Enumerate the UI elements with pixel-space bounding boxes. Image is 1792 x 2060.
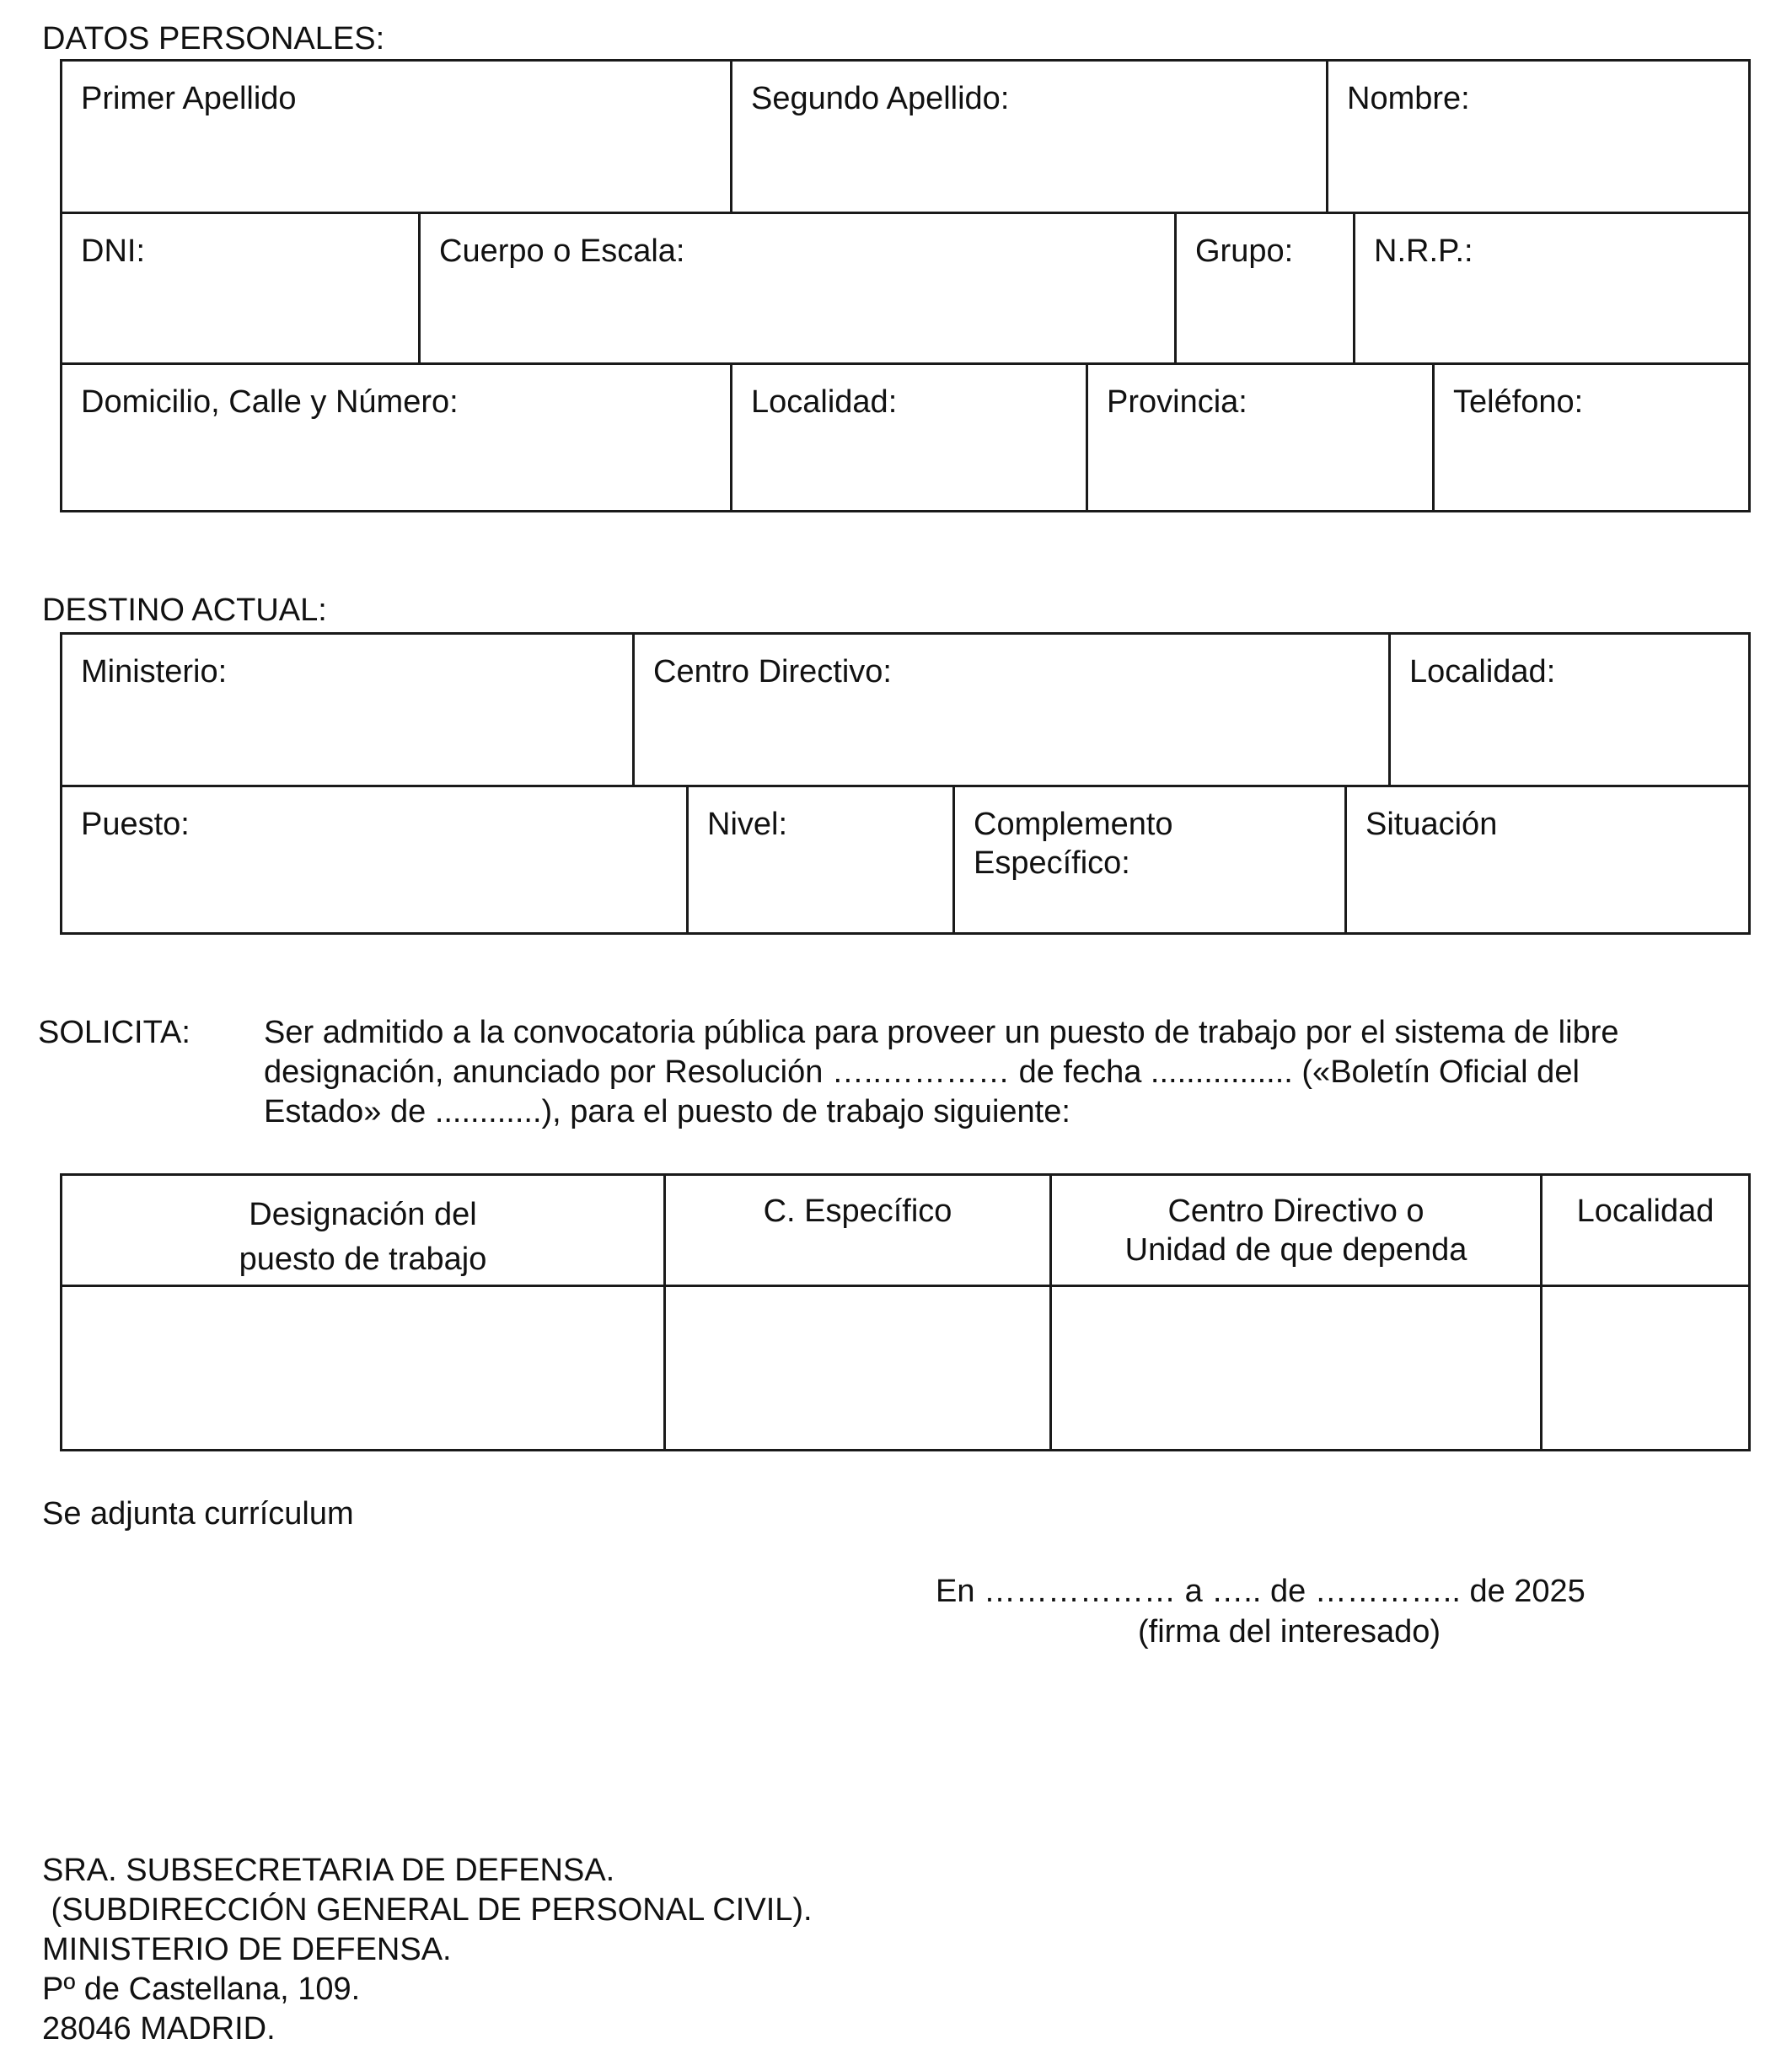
field-nrp[interactable] xyxy=(1353,214,1748,362)
field-primer-apellido[interactable] xyxy=(62,62,730,212)
destinatario-address xyxy=(42,1851,813,2049)
solicita-label: SOLICITA: xyxy=(38,1015,190,1050)
field-situacion[interactable] xyxy=(1344,787,1748,932)
column-header-centro-directivo: Centro Directivo o Unidad de que dependa xyxy=(1049,1176,1540,1285)
field-label: Puesto: xyxy=(81,807,190,842)
column-header-c-especifico: C. Específico xyxy=(663,1176,1049,1285)
field-grupo[interactable] xyxy=(1174,214,1353,362)
field-domicilio[interactable] xyxy=(62,365,730,510)
field-label: Localidad: xyxy=(1409,654,1556,689)
cell-c-especifico[interactable] xyxy=(663,1287,1049,1449)
table-header-row xyxy=(62,1176,1748,1285)
lugar-fecha[interactable]: En ……………… a ….. de ………….. de 2025 xyxy=(936,1574,1585,1609)
field-localidad[interactable] xyxy=(730,365,1086,510)
column-header-designacion: Designación del puesto de trabajo xyxy=(239,1197,487,1277)
address-line: 28046 MADRID. xyxy=(42,2011,276,2047)
field-label: Localidad: xyxy=(751,384,898,420)
field-nombre[interactable] xyxy=(1326,62,1748,212)
solicita-line: Ser admitido a la convocatoria pública para proveer un puesto de trabajo por el sistema de libre xyxy=(264,1015,1619,1050)
field-label: Cuerpo o Escala: xyxy=(439,233,685,269)
field-label: Específico: xyxy=(974,845,1130,881)
field-label: Teléfono: xyxy=(1453,384,1584,420)
puesto-solicitado-table xyxy=(60,1173,1751,1451)
cell-designacion[interactable] xyxy=(62,1287,663,1449)
field-label: Nivel: xyxy=(707,807,788,842)
address-line: (SUBDIRECCIÓN GENERAL DE PERSONAL CIVIL). xyxy=(42,1892,813,1928)
field-ministerio[interactable] xyxy=(62,635,632,785)
datos-row-3 xyxy=(62,362,1748,510)
field-cuerpo-escala[interactable] xyxy=(418,214,1174,362)
field-label: Domicilio, Calle y Número: xyxy=(81,384,459,420)
solicita-line: designación, anunciado por Resolución …..………… de fecha ................ («Boletín Oficial del xyxy=(264,1054,1580,1090)
field-label: Situación xyxy=(1365,807,1498,842)
solicita-line: Estado» de ............), para el puesto de trabajo siguiente: xyxy=(264,1094,1070,1129)
field-nivel[interactable] xyxy=(686,787,952,932)
destino-actual-title: DESTINO ACTUAL: xyxy=(42,593,327,628)
address-line: SRA. SUBSECRETARIA DE DEFENSA. xyxy=(42,1853,615,1888)
destino-actual-table xyxy=(60,632,1751,935)
field-centro-directivo[interactable] xyxy=(632,635,1388,785)
field-localidad-destino[interactable] xyxy=(1388,635,1748,785)
table-row xyxy=(62,1285,1748,1449)
destino-row-1 xyxy=(62,635,1748,785)
field-telefono[interactable] xyxy=(1432,365,1748,510)
field-complemento-especifico[interactable] xyxy=(952,787,1344,932)
field-label: Grupo: xyxy=(1195,233,1294,269)
destino-row-2 xyxy=(62,785,1748,932)
field-puesto[interactable] xyxy=(62,787,686,932)
field-provincia[interactable] xyxy=(1086,365,1432,510)
field-label: DNI: xyxy=(81,233,145,269)
field-label: Ministerio: xyxy=(81,654,228,689)
field-label: Nombre: xyxy=(1347,81,1470,116)
firma-label: (firma del interesado) xyxy=(1138,1614,1441,1650)
column-header-localidad: Localidad xyxy=(1540,1176,1748,1285)
datos-row-1 xyxy=(62,62,1748,212)
cell-localidad[interactable] xyxy=(1540,1287,1748,1449)
adjunta-curriculum: Se adjunta currículum xyxy=(42,1496,354,1532)
field-dni[interactable] xyxy=(62,214,418,362)
datos-personales-title: DATOS PERSONALES: xyxy=(42,21,385,56)
field-label: Complemento xyxy=(974,807,1173,842)
cell-centro-directivo[interactable] xyxy=(1049,1287,1540,1449)
address-line: Pº de Castellana, 109. xyxy=(42,1971,361,2007)
field-label: Segundo Apellido: xyxy=(751,81,1010,116)
field-segundo-apellido[interactable] xyxy=(730,62,1326,212)
field-label: Provincia: xyxy=(1107,384,1247,420)
solicita-text xyxy=(264,1013,1730,1132)
datos-personales-table xyxy=(60,59,1751,512)
field-label: Primer Apellido xyxy=(81,81,297,116)
field-label: Centro Directivo: xyxy=(653,654,892,689)
field-label: N.R.P.: xyxy=(1374,233,1473,269)
address-line: MINISTERIO DE DEFENSA. xyxy=(42,1932,452,1967)
datos-row-2 xyxy=(62,212,1748,362)
